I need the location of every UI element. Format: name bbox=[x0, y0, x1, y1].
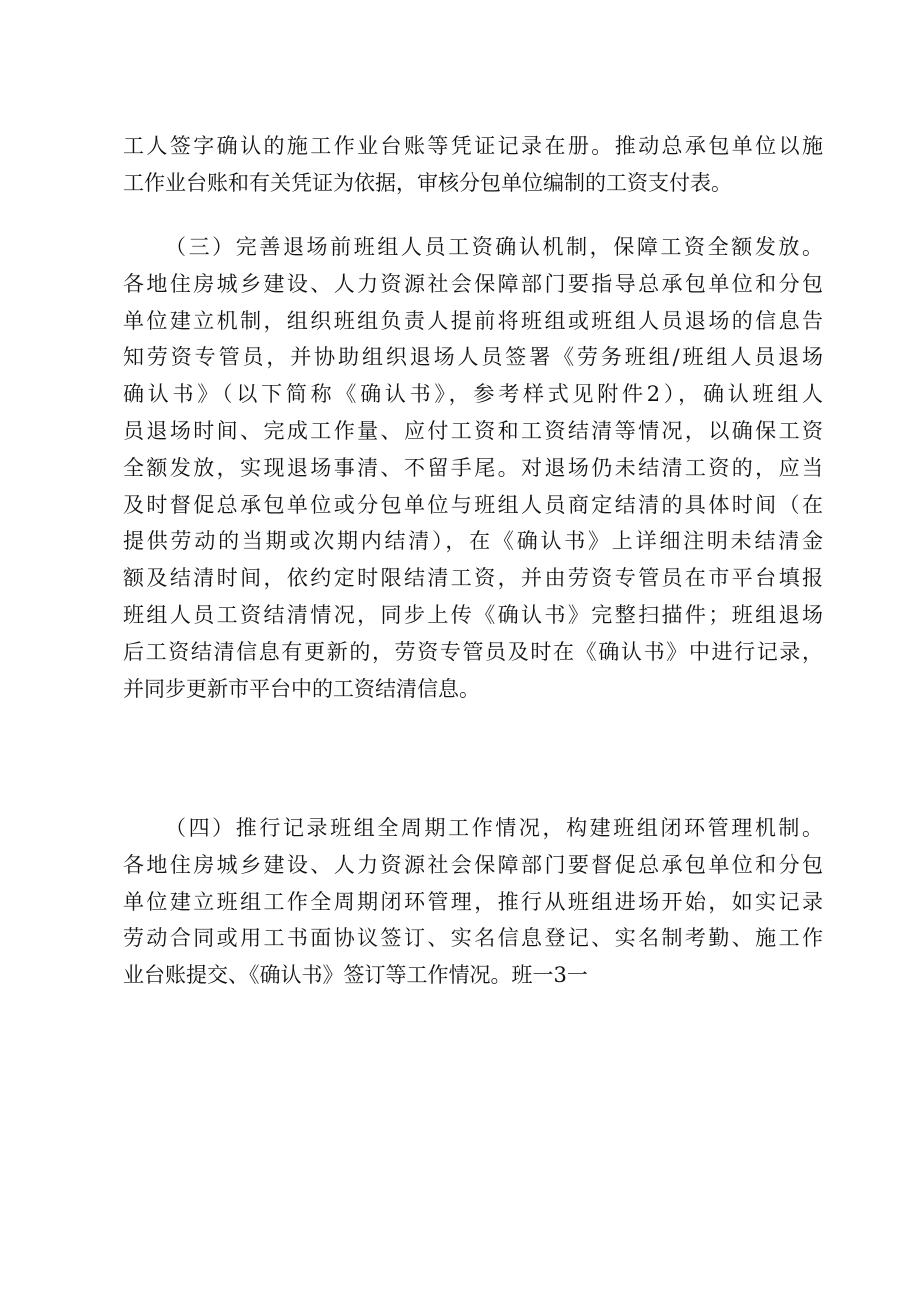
text-line: （三）完善退场前班组人员工资确认机制，保障工资全额发放。 bbox=[165, 235, 823, 259]
paragraph-1 bbox=[123, 128, 823, 202]
text-line: 班组人员工资结清情况，同步上传《确认书》完整扫描件；班组退场 bbox=[123, 602, 823, 627]
text-line: 各地住房城乡建设、人力资源社会保障部门要督促总承包单位和分包 bbox=[123, 852, 823, 877]
text-line: 后工资结清信息有更新的，劳资专管员及时在《确认书》中进行记录， bbox=[123, 639, 823, 664]
text-line: （四）推行记录班组全周期工作情况，构建班组闭环管理机制。 bbox=[165, 816, 823, 840]
text-line: 及时督促总承包单位或分包单位与班组人员商定结清的具体时间（在 bbox=[123, 492, 823, 517]
text-line: 知劳资专管员，并协助组织退场人员签署《劳务班组/班组人员退场 bbox=[123, 345, 823, 370]
text-line: 业台账提交、《确认书》签订等工作情况。班一3一 bbox=[123, 963, 588, 988]
text-line: 全额发放，实现退场事清、不留手尾。对退场仍未结清工资的，应当 bbox=[123, 455, 823, 480]
text-line: 工人签字确认的施工作业台账等凭证记录在册。推动总承包单位以施 bbox=[123, 134, 823, 158]
text-line: 额及结清时间，依约定时限结清工资，并由劳资专管员在市平台填报 bbox=[123, 566, 823, 591]
text-line: 员退场时间、完成工作量、应付工资和工资结清等情况，以确保工资 bbox=[123, 418, 823, 443]
text-line: 确认书》（以下简称《确认书》，参考样式见附件2），确认班组人 bbox=[123, 382, 823, 407]
paragraph-2 bbox=[123, 229, 823, 707]
text-line: 各地住房城乡建设、人力资源社会保障部门要指导总承包单位和分包 bbox=[123, 271, 823, 296]
text-line: 单位建立机制，组织班组负责人提前将班组或班组人员退场的信息告 bbox=[123, 308, 823, 333]
text-line: 工作业台账和有关凭证为依据，审核分包单位编制的工资支付表。 bbox=[123, 170, 732, 195]
paragraph-3 bbox=[123, 810, 823, 994]
text-line: 劳动合同或用工书面协议签订、实名信息登记、实名制考勤、施工作 bbox=[123, 926, 823, 951]
text-line: 并同步更新市平台中的工资结清信息。 bbox=[123, 676, 480, 701]
text-line: 提供劳动的当期或次期内结清），在《确认书》上详细注明未结清金 bbox=[123, 529, 823, 554]
text-line: 单位建立班组工作全周期闭环管理，推行从班组进场开始，如实记录 bbox=[123, 889, 823, 914]
